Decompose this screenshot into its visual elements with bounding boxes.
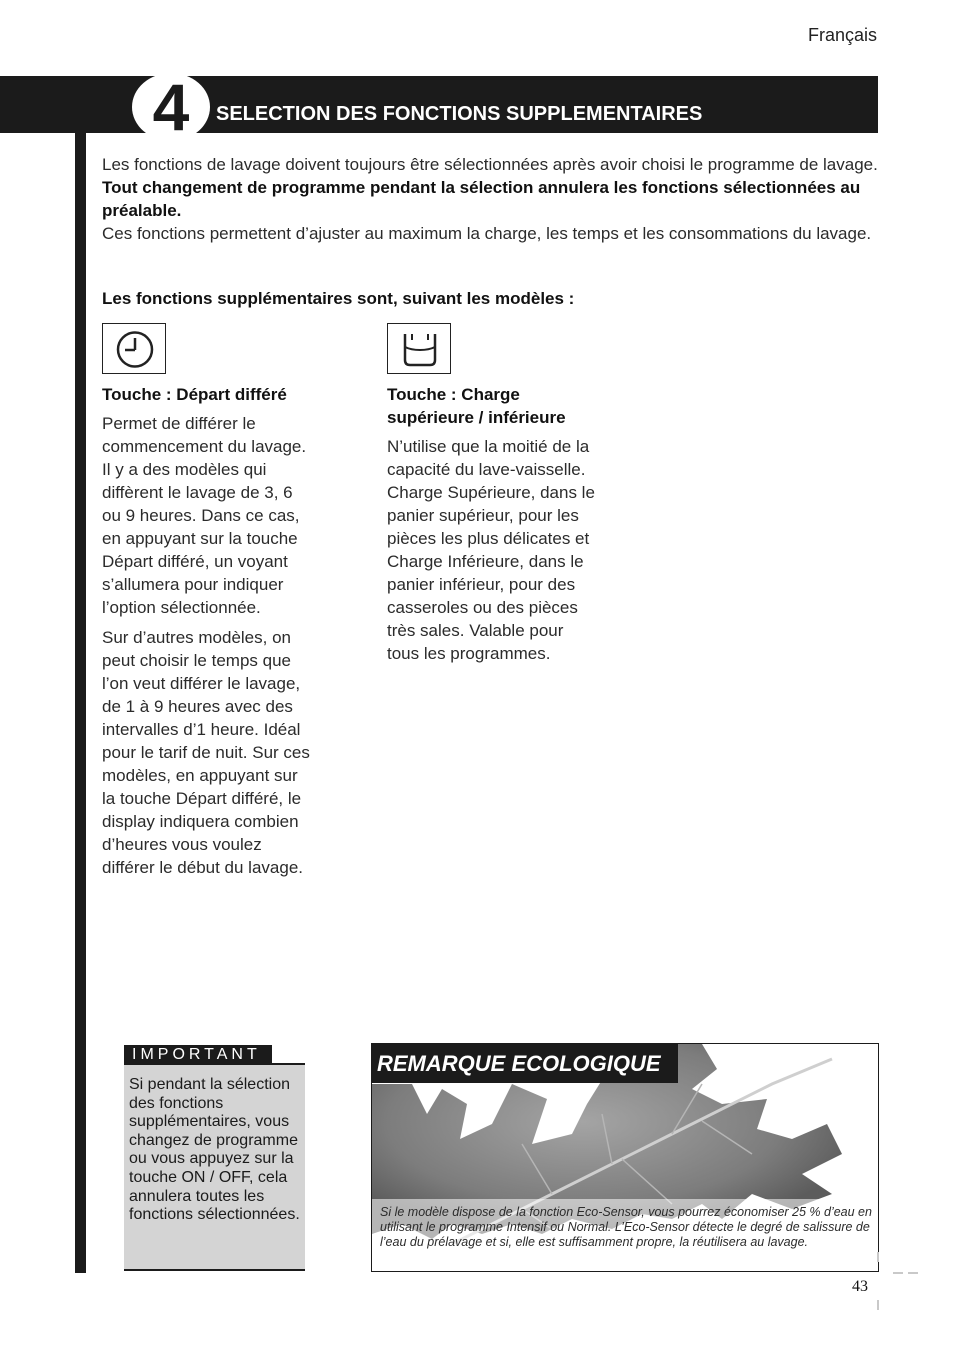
language-label: Français: [807, 25, 877, 45]
crop-mark: [893, 1272, 903, 1274]
function-delayed-start: [102, 383, 310, 886]
function-description: Sur d’autres modèles, on peut choisir le temps que l’on veut différer le lavage, de 1 à 9 heures avec des intervalles d’1 heure. Idéal pour le tarif de nuit. Sur ces modèles, en appuyant sur la touche Départ différé, le display indiquera combien d’heures vous voulez différer le début du lavage.: [102, 628, 310, 877]
eco-note-title: REMARQUE ECOLOGIQUE: [372, 1044, 678, 1083]
important-note: Si pendant la sélection des fonctions supplémentaires, vous changez de programme ou vous appuyez sur la touche ON / OFF, cela annulera toutes les fonctions sélectionnées.: [124, 1065, 305, 1271]
intro-paragraph: [102, 153, 882, 245]
crop-mark: [908, 1272, 918, 1274]
page-number: 43: [852, 1278, 868, 1295]
basket-load-icon: [387, 323, 451, 374]
section-title: SELECTION DES FONCTIONS SUPPLEMENTAIRES: [216, 103, 703, 125]
important-label: IMPORTANT: [124, 1045, 272, 1064]
function-description: N’utilise que la moitié de la capacité du lave-vaisselle. Charge Supérieure, dans le panier supérieur, pour les pièces les plus délicates et Charge Inférieure, dans le panier inférieur, pour des casseroles ou des pièces très sales. Valable pour tous les programmes.: [387, 437, 595, 663]
intro-text-2: Ces fonctions permettent d’ajuster au maximum la charge, les temps et les consommations du lavage.: [102, 224, 872, 243]
chapter-number: 4: [152, 70, 190, 144]
eco-note-box: [371, 1043, 879, 1272]
function-description: Permet de différer le commencement du lavage. Il y a des modèles qui diffèrent le lavage de 3, 6 ou 9 heures. Dans ce cas, en appuyant sur la touche Départ différé, un voyant s’allumera pour indiquer l’option sélectionnée.: [102, 414, 307, 617]
function-upper-lower-load: [387, 383, 595, 672]
intro-warning: Tout changement de programme pendant la sélection annulera les fonctions sélectionnées au préalable.: [102, 178, 861, 220]
function-title: Touche : Départ différé: [102, 385, 287, 404]
clock-icon: [102, 323, 166, 374]
left-margin-rule: [75, 133, 86, 1273]
models-heading: Les fonctions supplémentaires sont, suivant les modèles :: [102, 289, 575, 308]
crop-mark: [877, 1252, 879, 1262]
intro-text-1: Les fonctions de lavage doivent toujours être sélectionnées après avoir choisi le programme de lavage.: [102, 155, 878, 174]
crop-mark: [877, 1300, 879, 1310]
function-title: Touche : Charge supérieure / inférieure: [387, 385, 566, 427]
eco-note-text: Si le modèle dispose de la fonction Eco-Sensor, vous pourrez économiser 25 % d’eau en utilisant le programme Intensif ou Normal. L’Eco-Sensor détecte le degré de salissure de l’eau du prélavage et si, elle est suffisamment propre, la réutilisera au lavage.: [380, 1205, 872, 1249]
